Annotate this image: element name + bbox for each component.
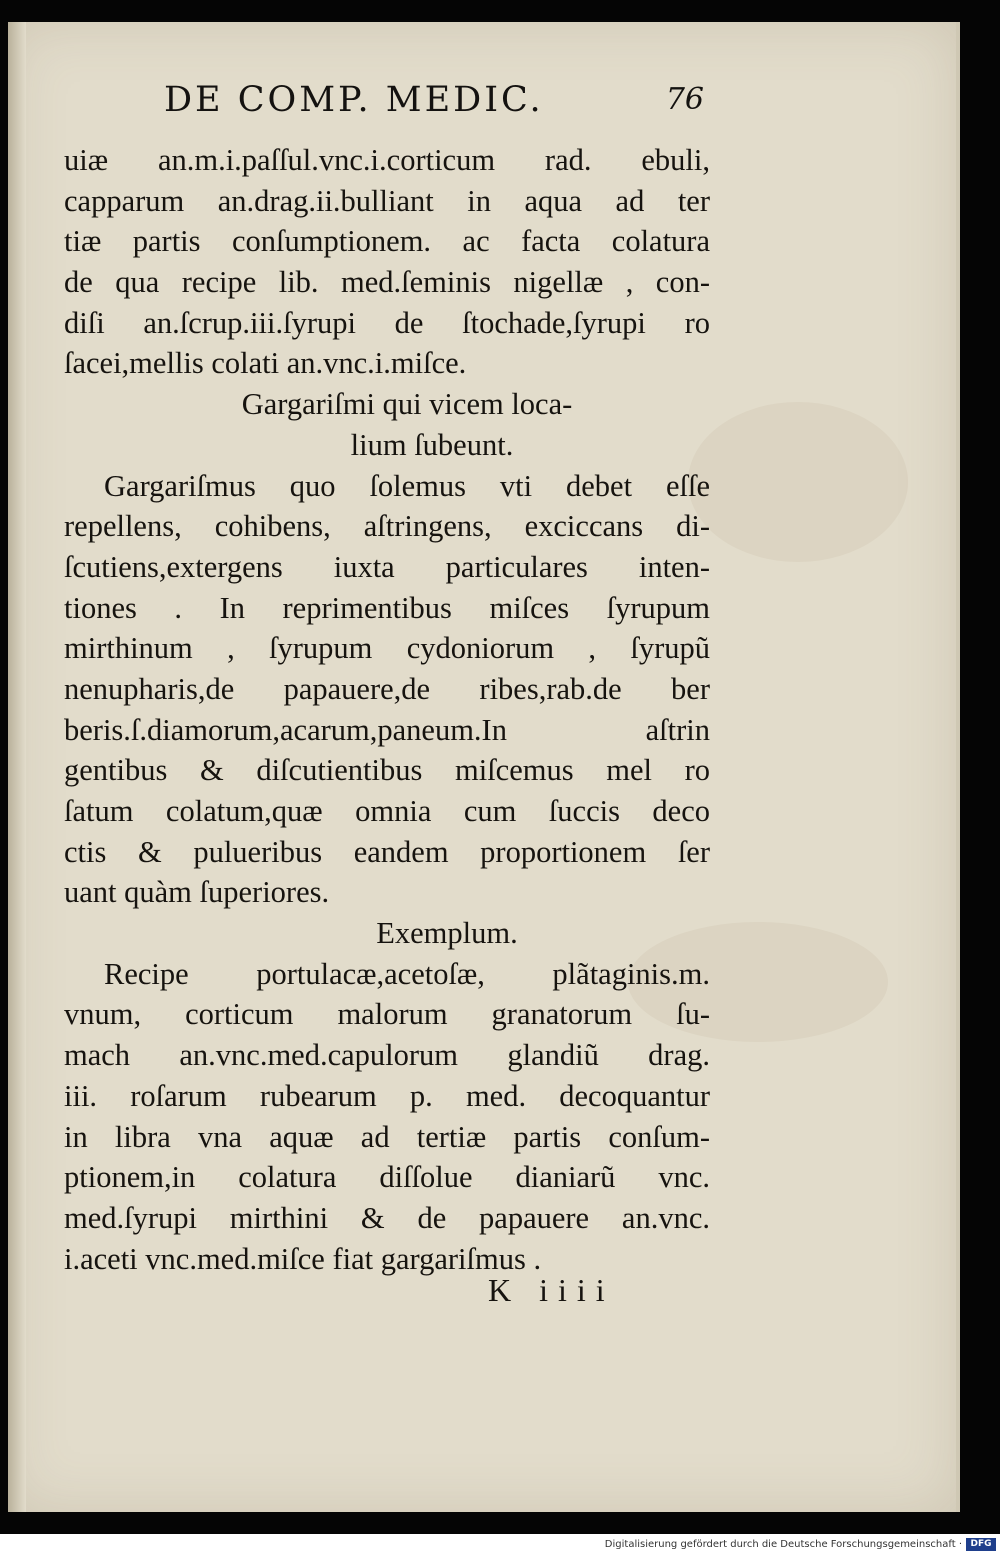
text-line: iii. roſarum rubearum p. med. decoquantur (64, 1078, 710, 1113)
folio-number: 76 (665, 82, 704, 117)
text-line: ſacei,mellis colati an.vnc.i.miſce. (64, 346, 467, 381)
text-line: de qua recipe lib. med.ſeminis nigellæ , con- (64, 265, 710, 300)
text-line: beris.ſ.diamorum,acarum,paneum.In aſtrin (64, 712, 710, 747)
page-gutter-shadow (8, 22, 26, 1512)
text-line: mirthinum , ſyrupum cydoniorum , ſyrupũ (64, 631, 710, 666)
text-line: med.ſyrupi mirthini & de papauere an.vnc. (64, 1200, 710, 1235)
section-heading: Exemplum. (376, 916, 518, 951)
body-text (64, 140, 710, 1279)
running-head: DE COMP. MEDIC. (164, 80, 544, 120)
text-line: uiæ an.m.i.paſſul.vnc.i.corticum rad. ebuli, (64, 143, 710, 177)
text-line: mach an.vnc.med.capulorum glandiũ drag. (64, 1038, 710, 1073)
text-line: uant quàm ſuperiores. (64, 875, 330, 910)
text-line: i.aceti vnc.med.miſce fiat gargariſmus . (64, 1241, 542, 1276)
text-line: Recipe portulacæ,acetoſæ, plãtaginis.m. (104, 956, 710, 991)
text-line: capparum an.drag.ii.bulliant in aqua ad ter (64, 183, 710, 218)
dfg-logo: DFG (966, 1538, 996, 1551)
signature-mark: K iiii (488, 1272, 615, 1308)
page-header (164, 78, 704, 138)
text-line: ctis & pulueribus eandem proportionem ſer (64, 834, 710, 869)
footer-bar (0, 1534, 1000, 1556)
text-line: nenupharis,de papauere,de ribes,rab.de ber (64, 671, 710, 706)
section-heading: lium ſubeunt. (350, 427, 514, 462)
text-line: diſi an.ſcrup.iii.ſyrupi de ſtochade,ſyrupi ro (64, 305, 710, 340)
text-line: vnum, corticum malorum granatorum ſu- (64, 997, 710, 1032)
section-heading: Gargariſmi qui vicem loca- (241, 387, 573, 422)
text-line: tiæ partis conſumptionem. ac facta colatura (64, 224, 710, 259)
text-line: repellens, cohibens, aſtringens, exciccans di- (64, 509, 710, 544)
text-line: ſatum colatum,quæ omnia cum ſuccis deco (64, 794, 710, 828)
text-line: ſcutiens,extergens iuxta particulares inten- (64, 549, 710, 584)
funding-credit: Digitalisierung gefördert durch die Deutsche Forschungsgemeinschaft · (604, 1539, 962, 1550)
text-line: tiones . In reprimentibus miſces ſyrupum (64, 590, 710, 625)
text-line: in libra vna aquæ ad tertiæ partis conſum- (64, 1119, 710, 1154)
text-line: ptionem,in colatura diſſolue dianiarũ vnc. (64, 1160, 710, 1195)
text-line: gentibus & diſcutientibus miſcemus mel ro (64, 753, 710, 788)
text-line: Gargariſmus quo ſolemus vti debet eſſe (104, 468, 710, 503)
paper-stain (688, 402, 908, 562)
